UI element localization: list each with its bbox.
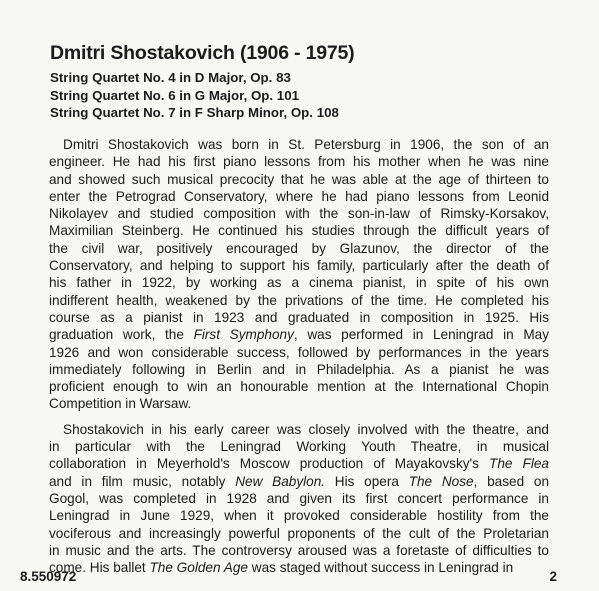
- text-segment: engineer. He had his first piano lessons from his mother when he was nine: [49, 154, 549, 170]
- text-segment: the civil war, positively encouraged by Glazunov, the director of the: [49, 240, 549, 256]
- text-line: [49, 171, 549, 188]
- text-line: [49, 274, 549, 291]
- text-segment: vociferous and increasingly powerful proponents of the cult of the Proletarian: [49, 525, 549, 541]
- text-segment: , based on: [473, 473, 550, 489]
- text-line: [49, 361, 549, 378]
- text-segment: Gogol, was completed in 1928 and given its first concert performance in: [49, 490, 549, 506]
- work-title-reference: First Symphony: [193, 327, 294, 343]
- text-line: [49, 438, 549, 455]
- text-line: [49, 378, 549, 395]
- text-segment: collaboration in Meyerhold's Moscow production of Mayakovsky's: [49, 456, 490, 472]
- text-segment: in music and the arts. The controversy aroused was a foretaste of difficulties to: [49, 542, 549, 558]
- text-segment: graduation work, the: [49, 327, 194, 343]
- text-segment: enter the Petrograd Conservatory, where he had piano lessons from Leonid: [49, 188, 549, 204]
- text-line: [49, 188, 549, 205]
- page-number: 2: [549, 569, 557, 584]
- text-segment: Maximilian Steinberg. He continued his studies through the difficult years of: [49, 223, 549, 239]
- work-title-reference: The Golden Age: [149, 560, 248, 576]
- text-line: [49, 326, 549, 343]
- text-line: [49, 395, 549, 412]
- text-line: [49, 153, 549, 170]
- text-line: [49, 542, 549, 559]
- text-line: [49, 525, 549, 542]
- biography-paragraph: [49, 136, 549, 413]
- biography-text: [49, 136, 549, 584]
- work-title-reference: New Babylon.: [235, 473, 326, 489]
- text-segment: course as a pianist in 1923 and graduated in composition in 1925. His: [49, 309, 549, 325]
- catalogue-number: 8.550972: [20, 569, 77, 584]
- work-title-reference: The Nose: [408, 473, 474, 489]
- text-line: [49, 421, 549, 438]
- text-segment: Nikolayev and studied composition with the son-in-law of Rimsky-Korsakov,: [49, 206, 549, 222]
- text-line: [49, 292, 549, 309]
- text-line: [49, 222, 549, 239]
- text-segment: Dmitri Shostakovich was born in St. Petersburg in 1906, the son of an: [63, 137, 549, 152]
- text-segment: his father in 1922, by working as a cinema pianist, in spite of his own: [49, 275, 549, 291]
- text-line: [49, 205, 549, 222]
- text-line: [49, 507, 549, 524]
- text-segment: come. His ballet: [49, 560, 150, 576]
- text-line: [49, 240, 549, 257]
- text-segment: immediately following in Berlin and in Philadelphia. As a pianist he was: [49, 361, 549, 377]
- work-title-reference: The Flea: [489, 456, 549, 472]
- work-title: String Quartet No. 6 in G Major, Op. 101: [50, 87, 299, 103]
- work-title: String Quartet No. 4 in D Major, Op. 83: [50, 70, 291, 85]
- text-segment: proficient enough to win an honourable mention at the International Chopin: [49, 379, 549, 395]
- text-segment: His opera: [325, 473, 409, 489]
- text-segment: Leningrad in June 1929, when it provoked considerable hostility from the: [49, 508, 549, 524]
- text-line: [49, 344, 549, 361]
- page-heading: Dmitri Shostakovich (1906 - 1975): [50, 42, 355, 64]
- biography-paragraph: [49, 421, 549, 577]
- text-line: [49, 257, 549, 274]
- text-line: [49, 473, 549, 490]
- text-segment: and in film music, notably: [49, 473, 236, 489]
- text-segment: Conservatory, and helping to support his family, particularly after the death of: [49, 258, 549, 274]
- text-line: [49, 136, 549, 153]
- text-segment: in particular with the Leningrad Working Youth Theatre, in musical: [49, 439, 549, 455]
- text-segment: was staged without success in Leningrad in: [247, 560, 514, 576]
- text-segment: and showed such musical precocity that he was able at the age of thirteen to: [49, 171, 549, 187]
- text-segment: indifferent health, weakened by the privations of the time. He completed his: [49, 292, 549, 308]
- works-list: [50, 69, 339, 122]
- text-line: [49, 309, 549, 326]
- text-segment: Competition in Warsaw.: [49, 396, 192, 412]
- text-line: [49, 559, 549, 576]
- text-segment: Shostakovich in his early career was closely involved with the theatre, and: [63, 421, 549, 437]
- text-line: [49, 490, 549, 507]
- text-segment: 1926 and won considerable success, followed by performances in the years: [49, 344, 549, 360]
- work-title: String Quartet No. 7 in F Sharp Minor, Op. 108: [50, 105, 339, 120]
- text-segment: , was performed in Leningrad in May: [293, 327, 549, 343]
- text-line: [49, 455, 549, 472]
